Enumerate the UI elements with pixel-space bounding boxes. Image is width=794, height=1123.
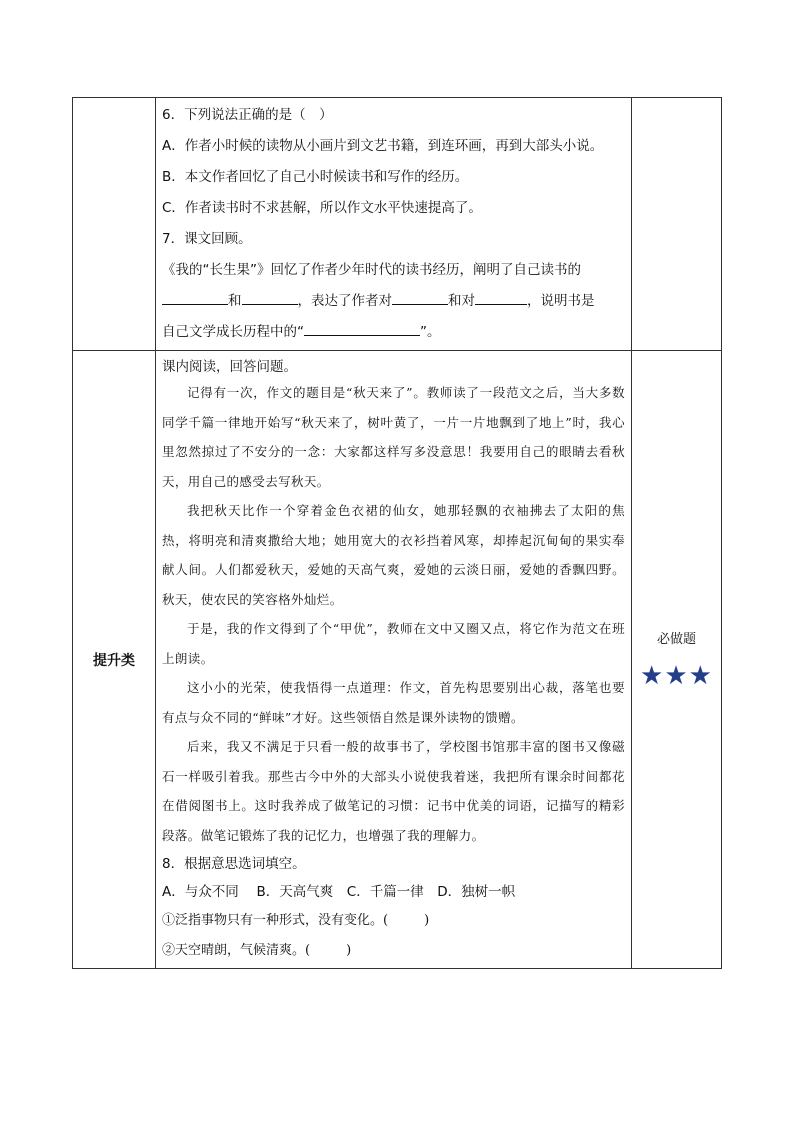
q7-line-2: 和 ，表达了作者对 和对 ，说明书是 [162, 286, 625, 317]
answer-blank-5[interactable] [304, 319, 420, 336]
answer-blank-4[interactable] [475, 288, 527, 305]
q6-option-b[interactable]: B．本文作者回忆了自己小时候读书和写作的经历。 [162, 169, 469, 185]
difficulty-stars-icon: ★★★ [640, 661, 713, 691]
passage-paragraph: 于是，我的作文得到了个“甲优”，教师在文中又圈又点，将它作为范文在班上朗读。 [162, 621, 625, 666]
reading-instruction: 课内阅读，回答问题。 [162, 359, 297, 375]
worksheet-table [72, 97, 722, 969]
question-block-advanced [73, 351, 722, 969]
q6-stem: 6．下列说法正确的是（ ） [162, 107, 333, 123]
q8-stem: 8．根据意思选词填空。 [162, 856, 306, 872]
answer-blank-1[interactable] [162, 288, 228, 305]
q8-item-1: ①泛指事物只有一种形式，没有变化。( ) [162, 913, 430, 928]
passage-paragraph: 我把秋天比作一个穿着金色衣裙的仙女，她那轻飘的衣袖拂去了太阳的焦热，将明亮和清爽撒给大地；她用宽大的衣衫挡着风寒，却捧起沉甸甸的果实奉献人间。人们都爱秋天，爱她的天高气爽，爱她的云淡日丽，爱她的香飘四野。秋天，使农民的笑容格外灿烂。 [162, 503, 625, 607]
side-cell-empty [632, 98, 722, 351]
passage-paragraph: 后来，我又不满足于只看一般的故事书了，学校图书馆那丰富的图书又像磁石一样吸引着我。那些古今中外的大部头小说使我着迷，我把所有课余时间都花在借阅图书上。这时我养成了做笔记的习惯：记书中优美的词语，记描写的精彩段落。做笔记锻炼了我的记忆力，也增强了我的理解力。 [162, 739, 625, 843]
content-cell [156, 98, 632, 351]
q7-line-3: 自己文学成长历程中的“ ”。 [162, 317, 625, 348]
category-label: 提升类 [93, 652, 135, 669]
q7-line-1: 《我的“长生果”》回忆了作者少年时代的读书经历，阐明了自己读书的 [162, 262, 581, 278]
q8-options: A．与众不同 B．天高气爽 C．千篇一律 D．独树一帜 [162, 884, 516, 900]
q6-option-c[interactable]: C．作者读书时不求甚解，所以作文水平快速提高了。 [162, 200, 482, 216]
answer-blank-3[interactable] [392, 288, 448, 305]
q7-stem: 7．课文回顾。 [162, 231, 252, 247]
required-label: 必做题 [656, 632, 696, 647]
category-cell [73, 351, 156, 969]
answer-blank-2[interactable] [242, 288, 298, 305]
category-cell-empty [73, 98, 156, 351]
question-block-basic [73, 98, 722, 351]
side-cell [632, 351, 722, 969]
content-cell [156, 351, 632, 969]
q8 [162, 850, 625, 966]
passage-paragraph: 这小小的光荣，使我悟得一点道理：作文，首先构思要别出心裁，落笔也要有点与众不同的“鲜味”才好。这些领悟自然是课外读物的馈赠。 [162, 680, 625, 725]
passage-paragraph: 记得有一次，作文的题目是“秋天来了”。教师读了一段范文之后，当大多数同学千篇一律地开始写“秋天来了，树叶黄了，一片一片地飘到了地上”时，我心里忽然掠过了不安分的一念：大家都这样写多没意思！我要用自己的眼睛去看秋天，用自己的感受去写秋天。 [162, 385, 625, 489]
q8-item-2: ②天空晴朗，气候清爽。( ) [162, 943, 352, 958]
q6-option-a[interactable]: A．作者小时候的读物从小画片到文艺书籍，到连环画，再到大部头小说。 [162, 138, 604, 154]
reading-passage [162, 378, 625, 850]
